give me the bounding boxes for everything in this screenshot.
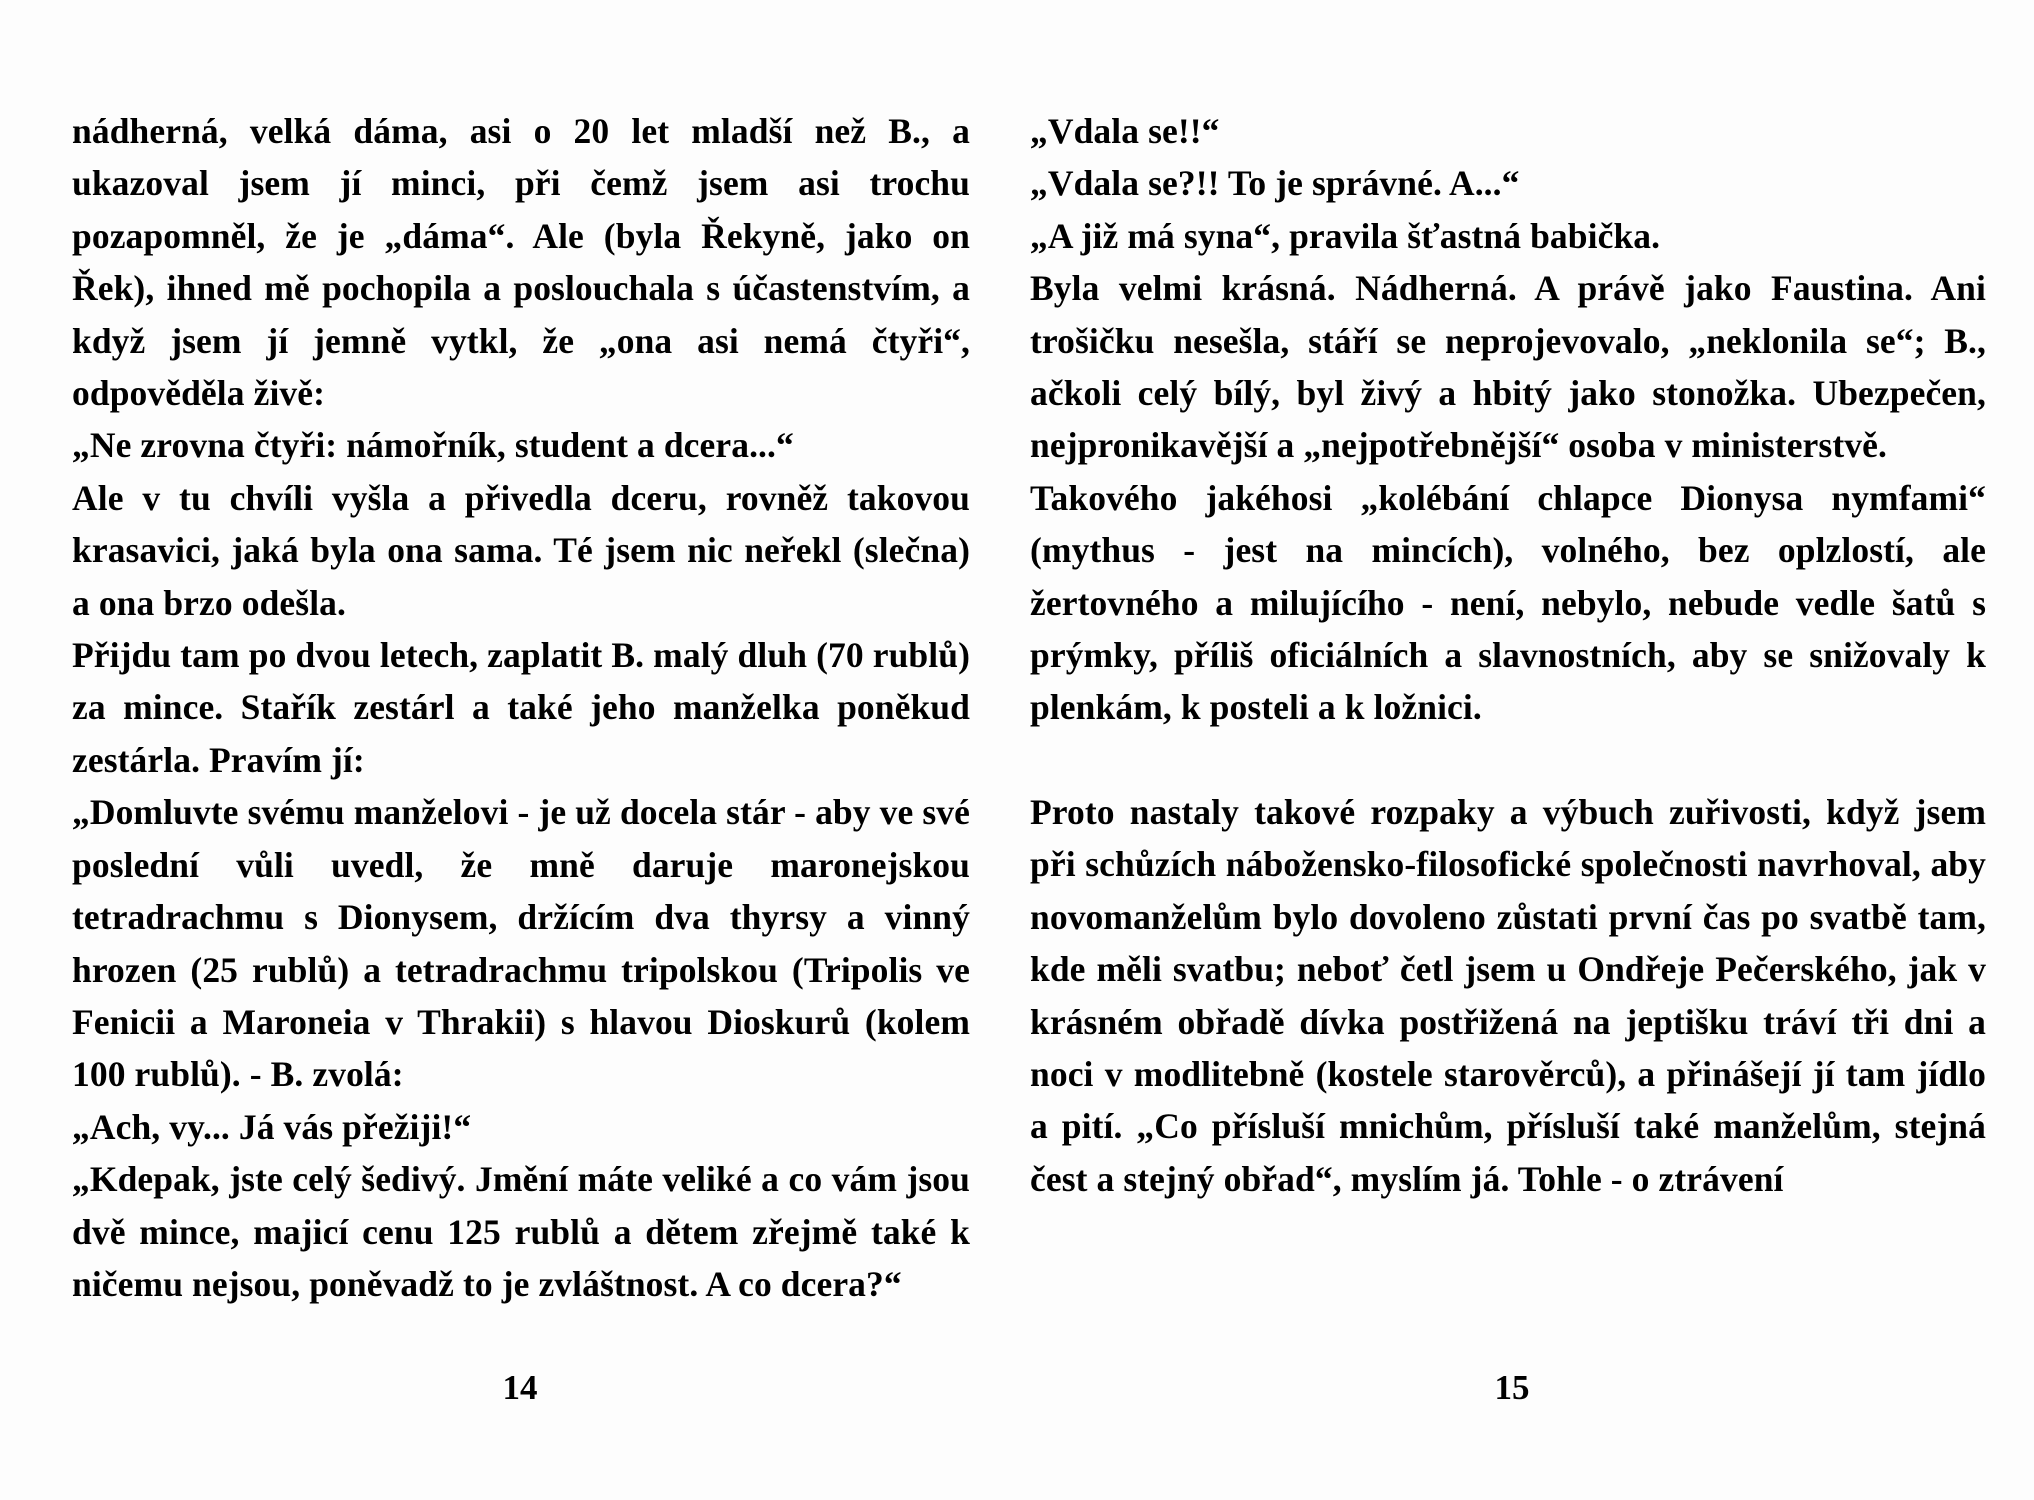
page-right-text [1030,105,1986,1205]
paragraph-gap [1030,734,1986,786]
paragraph: „Domluvte svému manželovi - je už docela stár - aby ve své poslední vůli uvedl, že mně daruje maronejskou tetradrachmu s Dionysem, držícím dva thyrsy a vinný hrozen (25 rublů) a tetradrachmu tripolskou (Tripolis ve Fenicii a Maroneia v Thrakii) s hlavou Dioskurů (kolem 100 rublů). - B. zvolá: [72,792,970,1095]
paragraph: „Vdala se?!! To je správné. A...“ [1030,163,1520,204]
page-number-right: 15 [1494,1368,1530,1407]
paragraph: „Kdepak, jste celý šedivý. Jmění máte veliké a co vám jsou dvě mince, majicí cenu 125 rublů a dětem zřejmě také k ničemu nejsou, poněvadž to je zvláštnost. A co dcera?“ [72,1159,970,1304]
paragraph: „Vdala se!!“ [1030,111,1220,151]
page-left-text [72,105,970,1310]
paragraph: „Ach, vy... Já vás přežiji!“ [72,1106,472,1147]
paragraph: „A již má syna“, pravila šťastná babička. [1030,215,1661,256]
paragraph: Ale v tu chvíli vyšla a přivedla dceru, rovněž takovou krasavici, jaká byla ona sama. Té jsem nic neřekl (slečna) a ona brzo odešla. [72,477,970,623]
page-number-left: 14 [502,1368,538,1407]
page-right [1010,105,2034,1205]
spread-columns [0,105,2034,1310]
paragraph: Proto nastaly takové rozpaky a výbuch zuřivosti, když jsem při schůzích náboženskо-filosofické společnosti navrhoval, aby novomanželům bylo dovoleno zůstati první čas po svatbě tam, kde měli svatbu; neboť četl jsem u Ondřeje Pečerského, jak v krásném obřadě dívka postřižená na jeptišku tráví tři dni a noci v modlitebně (kostele starověrců), a přinášejí jí tam jídlo a pití. „Co přísluší mnichům, přísluší také manželům, stejná čest a stejný obřad“, myslím já. Tohle - o ztrávení [1030,791,1986,1199]
paragraph: „Ne zrovna čtyři: námořník, student a dcera...“ [72,425,794,466]
paragraph: nádherná, velká dáma, asi o 20 let mladší než B., a ukazoval jsem jí minci, při čemž jsem asi trochu pozapomněl, že je „dáma“. Ale (byla Řekyně, jako on Řek), ihned mě pochopila a poslouchala s účastenstvím, a když jsem jí jemně vytkl, že „ona asi nemá čtyři“, odpověděla živě: [72,111,970,414]
page-left [0,105,1010,1310]
paragraph: Byla velmi krásná. Nádherná. A právě jako Faustina. Ani trošičku nesešla, stáří se neprojevovalo, „neklonila se“; B., ačkoli celý bílý, byl živý a hbitý jako stonožka. Ubezpečen, nejpronikavější a „nejpotřebnější“ osoba v ministerstvě. [1030,268,1986,466]
paragraph: Přijdu tam po dvou letech, zaplatit B. malý dluh (70 rublů) za mince. Stařík zestárl a také jeho manželka poněkud zestárla. Pravím jí: [72,635,970,780]
paragraph: Takového jakéhosi „kolébání chlapce Dionysa nymfami“ (mythus - jest na mincích), volného, bez oplzlostí, ale žertovného a milujícího - není, nebylo, nebude vedle šatů s prýmky, příliš oficiálních a slavnostních, aby se snižovaly k plenkám, k posteli a k ložnici. [1030,477,1986,728]
